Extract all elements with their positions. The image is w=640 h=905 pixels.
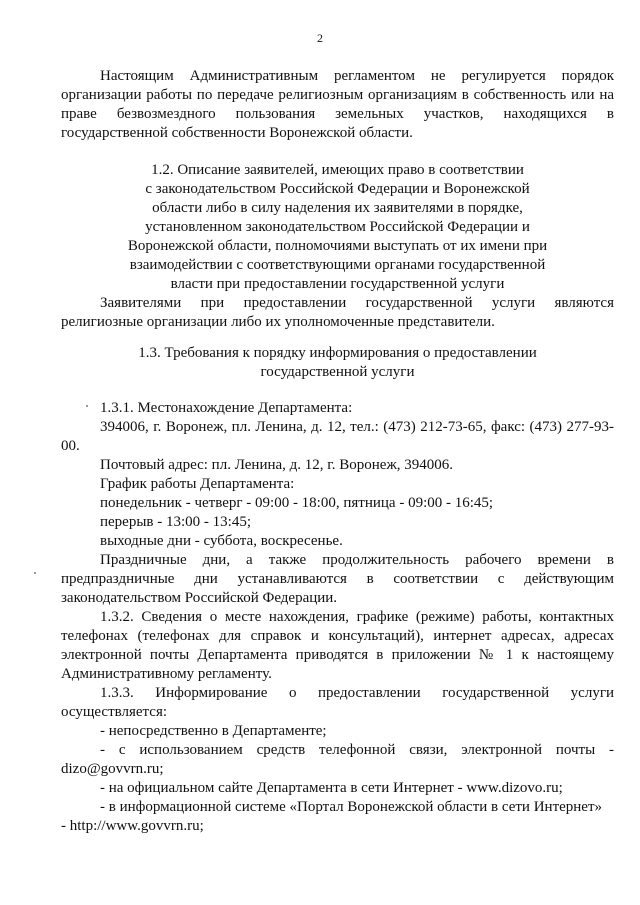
- section-1-3-heading-line-1: 1.3. Требования к порядку информирования о предоставлении: [138, 345, 537, 361]
- p-1-3-3-item-2-email: dizo@govvrn.ru;: [61, 761, 164, 777]
- section-1-2-heading-line-5: Воронежской области, полномочиями выступать от их имени при: [127, 238, 548, 254]
- p-1-3-1-holiday-line-2: предпраздничные дни устанавливаются в соответствии с действующим: [61, 571, 614, 587]
- p-1-3-1-holiday-line-1: Праздничные дни, а также продолжительность рабочего времени в: [100, 552, 614, 568]
- p-1-3-1-holiday-line-3: законодательством Российской Федерации.: [61, 590, 338, 606]
- p-1-3-3-item-1: - непосредственно в Департаменте;: [100, 723, 327, 739]
- p-1-3-3-item-3: - на официальном сайте Департамента в сети Интернет - www.dizovo.ru;: [100, 780, 563, 796]
- intro-line-1: Настоящим Административным регламентом не регулируется порядок: [100, 68, 614, 84]
- p-1-3-3-line-1: 1.3.3. Информирование о предоставлении государственной услуги: [100, 685, 614, 701]
- p-1-3-2-line-1: 1.3.2. Сведения о месте нахождения, графике (режиме) работы, контактных: [100, 609, 614, 625]
- p-1-3-3-item-4: - в информационной системе «Портал Воронежской области в сети Интернет»: [100, 799, 603, 815]
- p-1-3-1-schedule-weekdays: понедельник - четверг - 09:00 - 18:00, пятница - 09:00 - 16:45;: [100, 495, 494, 511]
- section-1-3-heading-line-2: государственной услуги: [260, 364, 415, 380]
- p-1-3-3-line-2: осуществляется:: [61, 704, 168, 720]
- p-1-3-1-schedule-break: перерыв - 13:00 - 13:45;: [100, 514, 251, 530]
- scan-speck: [34, 572, 36, 574]
- section-1-2-heading-line-6: взаимодействии с соответствующими органами государственной: [129, 257, 546, 273]
- p-1-3-1-postal-address: Почтовый адрес: пл. Ленина, д. 12, г. Воронеж, 394006.: [100, 457, 454, 473]
- section-1-2-body-line-2: религиозные организации либо их уполномоченные представители.: [61, 314, 495, 330]
- p-1-3-1-schedule-weekend: выходные дни - суббота, воскресенье.: [100, 533, 343, 549]
- section-1-2-heading-line-7: власти при предоставлении государственной услуги: [170, 276, 505, 292]
- section-1-2-body-line-1: Заявителями при предоставлении государственной услуги являются: [100, 295, 614, 311]
- section-1-2-heading-line-2: с законодательством Российской Федерации и Воронежской: [145, 181, 530, 197]
- p-1-3-2-line-2: телефонах (телефонах для справок и консультаций), интернет адресах, адресах: [61, 628, 614, 644]
- p-1-3-3-item-2: - с использованием средств телефонной связи, электронной почты -: [100, 742, 614, 758]
- p-1-3-1-schedule-title: График работы Департамента:: [100, 476, 295, 492]
- p-1-3-2-line-4: Административному регламенту.: [61, 666, 272, 682]
- intro-line-2: организации работы по передаче религиозным организациям в собственность или на: [61, 87, 614, 103]
- p-1-3-2-line-3: электронной почты Департамента приводятся в приложении № 1 к настоящему: [61, 647, 614, 663]
- p-1-3-1-address-line-2: 00.: [61, 438, 80, 454]
- p-1-3-1-address-line-1: 394006, г. Воронеж, пл. Ленина, д. 12, тел.: (473) 212-73-65, факс: (473) 277-93-: [100, 419, 614, 435]
- scan-speck: [86, 405, 88, 407]
- p-1-3-3-item-4-url: - http://www.govvrn.ru;: [61, 818, 204, 834]
- intro-line-4: государственной собственности Воронежской области.: [61, 125, 413, 141]
- intro-line-3: праве безвозмездного пользования земельных участков, находящихся в: [61, 106, 614, 122]
- section-1-2-heading-line-1: 1.2. Описание заявителей, имеющих право в соответствии: [151, 162, 524, 178]
- section-1-2-heading-line-4: установленном законодательством Российской Федерации и: [145, 219, 530, 235]
- p-1-3-1-title: 1.3.1. Местонахождение Департамента:: [100, 400, 353, 416]
- page-number: 2: [317, 31, 323, 45]
- section-1-2-heading-line-3: области либо в силу наделения их заявителями в порядке,: [152, 200, 523, 216]
